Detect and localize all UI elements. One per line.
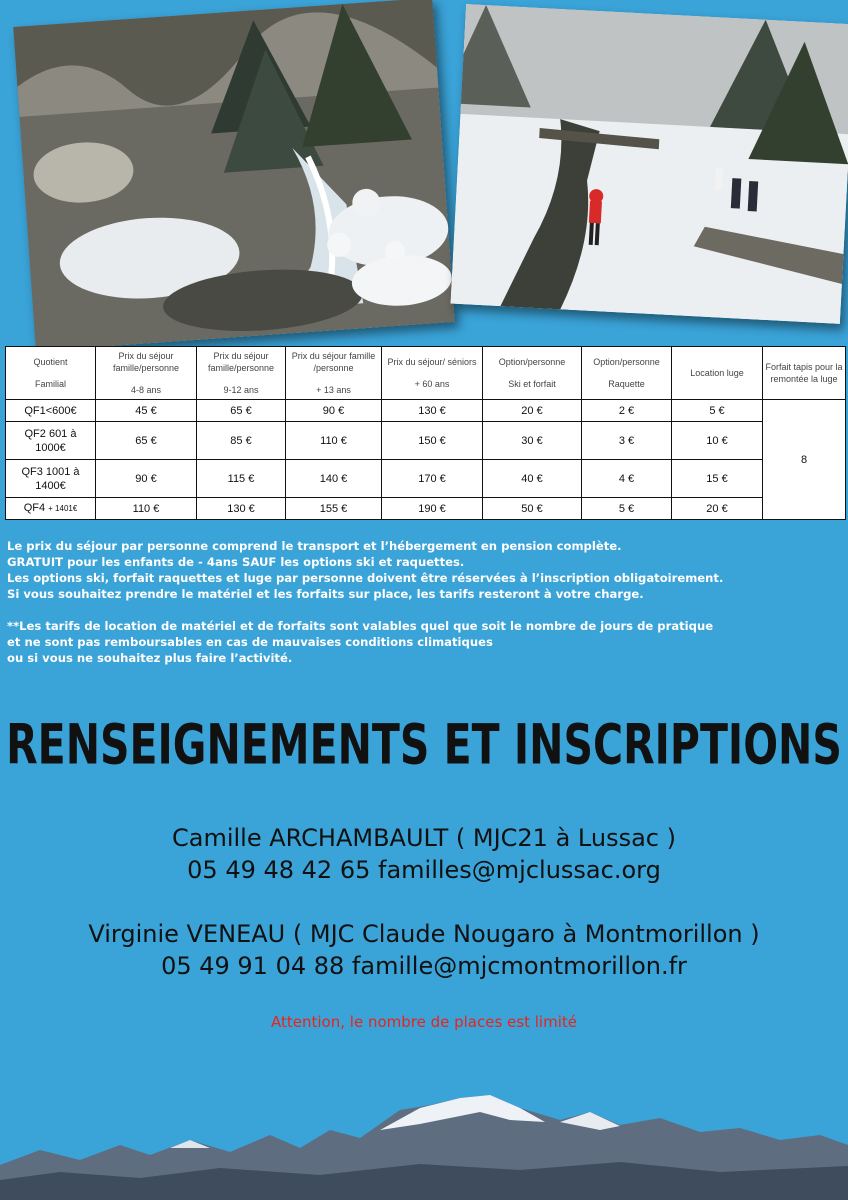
snowy-waterfall-photo [13, 0, 455, 351]
contact-detail-line: 05 49 91 04 88 famille@mjcmontmorillon.fr [161, 952, 687, 980]
price-cell: 40 € [483, 460, 582, 498]
price-cell: 110 € [286, 422, 382, 460]
note-line: **Les tarifs de location de matériel et de forfaits sont valables quel que soit le nombre de jours de pratique [7, 619, 714, 633]
note-line: et ne sont pas remboursables en cas de mauvaises conditions climatiques [7, 635, 493, 649]
header-option-raquette: Option/personne Raquette [582, 347, 672, 400]
tapis-price-cell: 8 [763, 400, 846, 520]
header-price-seniors: Prix du séjour/ séniors + 60 ans [382, 347, 483, 400]
price-cell: 30 € [483, 422, 582, 460]
table-row [6, 460, 846, 498]
mountain-range-illustration [0, 1090, 848, 1200]
contact-block-lussac [0, 822, 848, 886]
price-cell: 5 € [582, 498, 672, 520]
price-cell: 3 € [582, 422, 672, 460]
price-cell: 4 € [582, 460, 672, 498]
price-cell: 130 € [197, 498, 286, 520]
price-cell: 90 € [96, 460, 197, 498]
attention-notice: Attention, le nombre de places est limité [271, 1013, 577, 1031]
table-row [6, 498, 846, 520]
price-cell: 5 € [672, 400, 763, 422]
price-cell: 20 € [672, 498, 763, 520]
qf-cell: QF3 1001 à 1400€ [6, 460, 96, 498]
price-table [5, 346, 846, 520]
note-line: Si vous souhaitez prendre le matériel et les forfaits sur place, les tarifs resteront à votre charge. [7, 587, 644, 601]
price-cell: 65 € [197, 400, 286, 422]
header-price-9-12: Prix du séjour famille/personne 9-12 ans [197, 347, 286, 400]
contact-detail-line: 05 49 48 42 65 familles@mjclussac.org [187, 856, 661, 884]
price-cell: 85 € [197, 422, 286, 460]
headline: RENSEIGNEMENTS ET INSCRIPTIONS [6, 712, 842, 777]
notes-block [7, 538, 847, 666]
price-cell: 45 € [96, 400, 197, 422]
header-price-4-8: Prix du séjour famille/personne 4-8 ans [96, 347, 197, 400]
price-cell: 50 € [483, 498, 582, 520]
note-line: Le prix du séjour par personne comprend le transport et l’hébergement en pension complète. [7, 539, 622, 553]
qf-cell: QF4 + 1401€ [6, 498, 96, 520]
contact-block-montmorillon [0, 918, 848, 982]
price-cell: 90 € [286, 400, 382, 422]
contact-name-line: Virginie VENEAU ( MJC Claude Nougaro à Montmorillon ) [88, 920, 760, 948]
price-cell: 155 € [286, 498, 382, 520]
snowy-stream-walkers-photo [450, 4, 848, 324]
header-forfait-tapis: Forfait tapis pour la remontée la luge [763, 347, 846, 400]
price-cell: 140 € [286, 460, 382, 498]
price-cell: 150 € [382, 422, 483, 460]
price-cell: 10 € [672, 422, 763, 460]
price-cell: 15 € [672, 460, 763, 498]
header-location-luge: Location luge [672, 347, 763, 400]
price-cell: 20 € [483, 400, 582, 422]
price-cell: 130 € [382, 400, 483, 422]
price-cell: 2 € [582, 400, 672, 422]
price-cell: 110 € [96, 498, 197, 520]
price-cell: 65 € [96, 422, 197, 460]
table-row [6, 400, 846, 422]
table-header-row [6, 347, 846, 400]
price-cell: 115 € [197, 460, 286, 498]
contact-name-line: Camille ARCHAMBAULT ( MJC21 à Lussac ) [172, 824, 676, 852]
price-cell: 170 € [382, 460, 483, 498]
price-cell: 190 € [382, 498, 483, 520]
note-line: ou si vous ne souhaitez plus faire l’activité. [7, 651, 293, 665]
header-quotient: Quotient Familial [6, 347, 96, 400]
qf-cell: QF1<600€ [6, 400, 96, 422]
header-option-ski: Option/personne Ski et forfait [483, 347, 582, 400]
table-row [6, 422, 846, 460]
header-price-13-plus: Prix du séjour famille /personne + 13 ans [286, 347, 382, 400]
note-line: Les options ski, forfait raquettes et luge par personne doivent être réservées à l’inscription obligatoirement. [7, 571, 724, 585]
qf-cell: QF2 601 à 1000€ [6, 422, 96, 460]
note-line: GRATUIT pour les enfants de - 4ans SAUF les options ski et raquettes. [7, 555, 465, 569]
